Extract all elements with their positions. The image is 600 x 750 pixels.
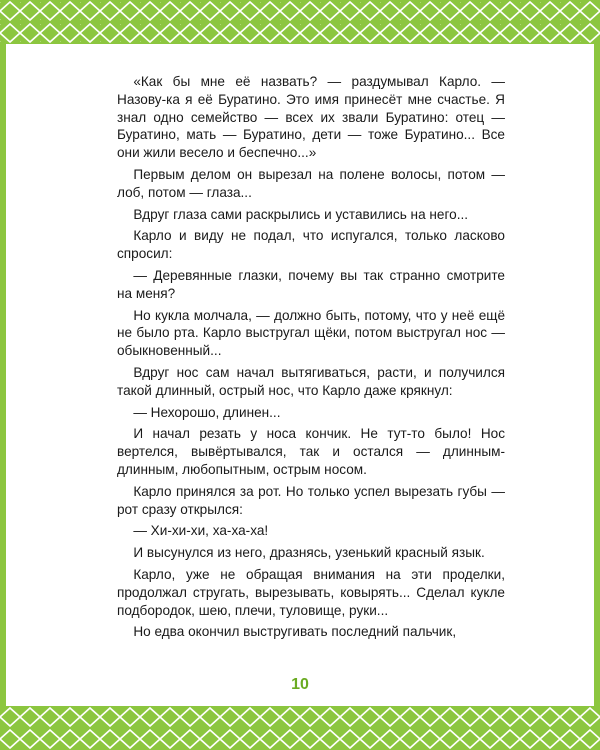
page-number: 10 xyxy=(291,676,309,693)
paragraph: Карло, уже не обращая внимания на эти проделки, продолжал стругать, вырезывать, ковырять... Сделал кукле подбородок, шею, плечи, туловище, руки... xyxy=(117,566,505,618)
paragraph: Но едва окончил выстругивать последний пальчик, xyxy=(133,624,457,640)
paragraph: «Как бы мне её назвать? — раздумывал Карло. — Назову-ка я её Буратино. Это имя принесёт мне счастье. Я знал одно семейство — всех их звали Буратино: отец — Буратино, мать — Буратино, дети — тоже Буратино... Все они жили весело и беспечно...» xyxy=(117,74,505,161)
bottom-decorative-band xyxy=(0,706,600,750)
paragraph: — Нехорошо, длинен... xyxy=(133,404,281,420)
paragraph: Карло принялся за рот. Но только успел вырезать губы — рот сразу открылся: xyxy=(117,483,505,517)
story-text xyxy=(117,73,505,645)
paragraph: Вдруг глаза сами раскрылись и уставились на него... xyxy=(133,206,469,222)
paragraph: — Хи-хи-хи, ха-ха-ха! xyxy=(133,523,269,539)
paragraph: Но кукла молчала, — должно быть, потому, что у неё ещё не было рта. Карло выстругал щёки, потом выстругал нос — обыкновенный... xyxy=(117,307,505,359)
paragraph: — Деревянные глазки, почему вы так странно смотрите на меня? xyxy=(117,267,505,301)
top-decorative-band xyxy=(0,0,600,44)
paragraph: Первым делом он вырезал на полене волосы, потом — лоб, потом — глаза... xyxy=(117,166,505,200)
paragraph: И высунулся из него, дразнясь, узенький красный язык. xyxy=(133,545,485,561)
left-green-rule xyxy=(0,44,6,706)
paragraph: Вдруг нос сам начал вытягиваться, расти, и получился такой длинный, острый нос, что Карло даже крякнул: xyxy=(117,364,505,398)
paragraph: И начал резать у носа кончик. Не тут-то было! Нос вертелся, вывёртывался, так и остался — длинным-длинным, любопытным, острым носом. xyxy=(117,426,505,477)
paragraph: Карло и виду не подал, что испугался, только ласково спросил: xyxy=(117,228,505,262)
bottom-lattice-pattern xyxy=(0,706,600,750)
right-green-rule xyxy=(594,44,600,706)
top-lattice-pattern xyxy=(0,0,600,44)
